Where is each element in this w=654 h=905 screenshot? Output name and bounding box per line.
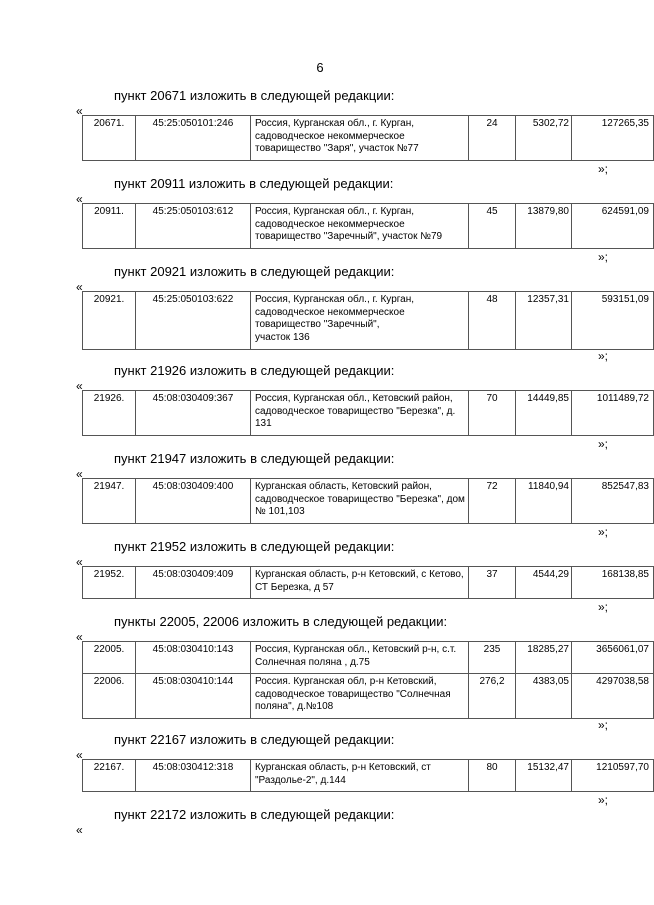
closing-quote: »;: [598, 162, 609, 176]
unit-price: 4383,05: [516, 674, 572, 719]
cadastral-value: 127265,35: [572, 116, 654, 161]
closing-quote: »;: [598, 437, 609, 451]
address: Россия, Курганская обл., г. Курган, садоводческое некоммерческое товарищество "Заря", участок №77: [251, 116, 469, 161]
cadastral-value: 593151,09: [572, 292, 654, 350]
table-row: [83, 642, 654, 674]
cadastral-number: 45:25:050103:622: [136, 292, 251, 350]
record-number: 22167.: [83, 760, 136, 792]
opening-quote: «: [76, 379, 83, 393]
record-number: 22006.: [83, 674, 136, 719]
section-heading: пункт 20671 изложить в следующей редакции:: [114, 88, 395, 103]
cadastral-number: 45:08:030410:144: [136, 674, 251, 719]
table-row: [83, 760, 654, 792]
area: 276,2: [469, 674, 516, 719]
area: 37: [469, 567, 516, 599]
page-number: 6: [316, 60, 324, 75]
record-table: [82, 759, 654, 792]
opening-quote: «: [76, 104, 83, 118]
opening-quote: «: [76, 748, 83, 762]
cadastral-value: 852547,83: [572, 479, 654, 524]
area: 45: [469, 204, 516, 249]
record-number: 21947.: [83, 479, 136, 524]
unit-price: 13879,80: [516, 204, 572, 249]
table-row: [83, 116, 654, 161]
section-heading: пункт 22167 изложить в следующей редакции:: [114, 732, 395, 747]
opening-quote: «: [76, 630, 83, 644]
opening-quote: «: [76, 192, 83, 206]
opening-quote: «: [76, 823, 83, 837]
address: Россия, Курганская обл., г. Курган, садоводческое некоммерческое товарищество "Заречный", участок №79: [251, 204, 469, 249]
table-row: [83, 479, 654, 524]
cadastral-number: 45:25:050103:612: [136, 204, 251, 249]
address-line: участок 136: [255, 331, 310, 343]
record-number: 20921.: [83, 292, 136, 350]
record-table: [82, 478, 654, 524]
cadastral-number: 45:08:030409:367: [136, 391, 251, 436]
address: Россия, Курганская обл., Кетовский р-н, с.т. Солнечная поляна , д.75: [251, 642, 469, 674]
record-number: 22005.: [83, 642, 136, 674]
record-table: [82, 390, 654, 436]
table-row: [83, 391, 654, 436]
table-row: [83, 292, 654, 350]
section-heading: пункт 21952 изложить в следующей редакции:: [114, 539, 395, 554]
cadastral-value: 3656061,07: [572, 642, 654, 674]
address-line: Россия, Курганская обл., г. Курган,: [255, 294, 415, 305]
unit-price: 18285,27: [516, 642, 572, 674]
unit-price: 11840,94: [516, 479, 572, 524]
record-number: 20671.: [83, 116, 136, 161]
record-table: [82, 203, 654, 249]
section-heading: пункт 20921 изложить в следующей редакции:: [114, 264, 395, 279]
unit-price: 15132,47: [516, 760, 572, 792]
address: [251, 292, 469, 350]
cadastral-number: 45:08:030410:143: [136, 642, 251, 674]
table-row: [83, 674, 654, 719]
unit-price: 5302,72: [516, 116, 572, 161]
closing-quote: »;: [598, 349, 609, 363]
area: 24: [469, 116, 516, 161]
unit-price: 12357,31: [516, 292, 572, 350]
section-heading: пункты 22005, 22006 изложить в следующей редакции:: [114, 614, 448, 629]
record-table: [82, 566, 654, 599]
address: Россия, Курганская обл., Кетовский район, садоводческое товарищество "Березка", д. 131: [251, 391, 469, 436]
opening-quote: «: [76, 555, 83, 569]
cadastral-number: 45:25:050101:246: [136, 116, 251, 161]
cadastral-number: 45:08:030412:318: [136, 760, 251, 792]
record-number: 21926.: [83, 391, 136, 436]
address: Россия. Курганская обл, р-н Кетовский, садоводческое товарищество "Солнечная поляна", д.№108: [251, 674, 469, 719]
record-table: [82, 115, 654, 161]
section-heading: пункт 21926 изложить в следующей редакции:: [114, 363, 395, 378]
record-table: [82, 641, 654, 719]
unit-price: 14449,85: [516, 391, 572, 436]
area: 70: [469, 391, 516, 436]
closing-quote: »;: [598, 600, 609, 614]
section-heading: пункт 20911 изложить в следующей редакции:: [114, 176, 394, 191]
address: Курганская область, Кетовский район, садоводческое товарищество "Березка", дом № 101,103: [251, 479, 469, 524]
closing-quote: »;: [598, 793, 609, 807]
record-number: 20911.: [83, 204, 136, 249]
cadastral-value: 1210597,70: [572, 760, 654, 792]
section-heading: пункт 22172 изложить в следующей редакции:: [114, 807, 395, 822]
record-table: [82, 291, 654, 350]
table-row: [83, 567, 654, 599]
address: Курганская область, р-н Кетовский, ст "Раздолье-2", д.144: [251, 760, 469, 792]
closing-quote: »;: [598, 250, 609, 264]
area: 72: [469, 479, 516, 524]
opening-quote: «: [76, 280, 83, 294]
cadastral-value: 624591,09: [572, 204, 654, 249]
area: 235: [469, 642, 516, 674]
area: 80: [469, 760, 516, 792]
area: 48: [469, 292, 516, 350]
table-row: [83, 204, 654, 249]
cadastral-value: 168138,85: [572, 567, 654, 599]
cadastral-number: 45:08:030409:409: [136, 567, 251, 599]
opening-quote: «: [76, 467, 83, 481]
address-line: садоводческое некоммерческое: [255, 306, 405, 318]
closing-quote: »;: [598, 525, 609, 539]
section-heading: пункт 21947 изложить в следующей редакции:: [114, 451, 395, 466]
unit-price: 4544,29: [516, 567, 572, 599]
cadastral-number: 45:08:030409:400: [136, 479, 251, 524]
cadastral-value: 4297038,58: [572, 674, 654, 719]
closing-quote: »;: [598, 718, 609, 732]
record-number: 21952.: [83, 567, 136, 599]
address-line: товарищество "Заречный",: [255, 319, 380, 330]
cadastral-value: 1011489,72: [572, 391, 654, 436]
address: Курганская область, р-н Кетовский, с Кетово, СТ Березка, д 57: [251, 567, 469, 599]
